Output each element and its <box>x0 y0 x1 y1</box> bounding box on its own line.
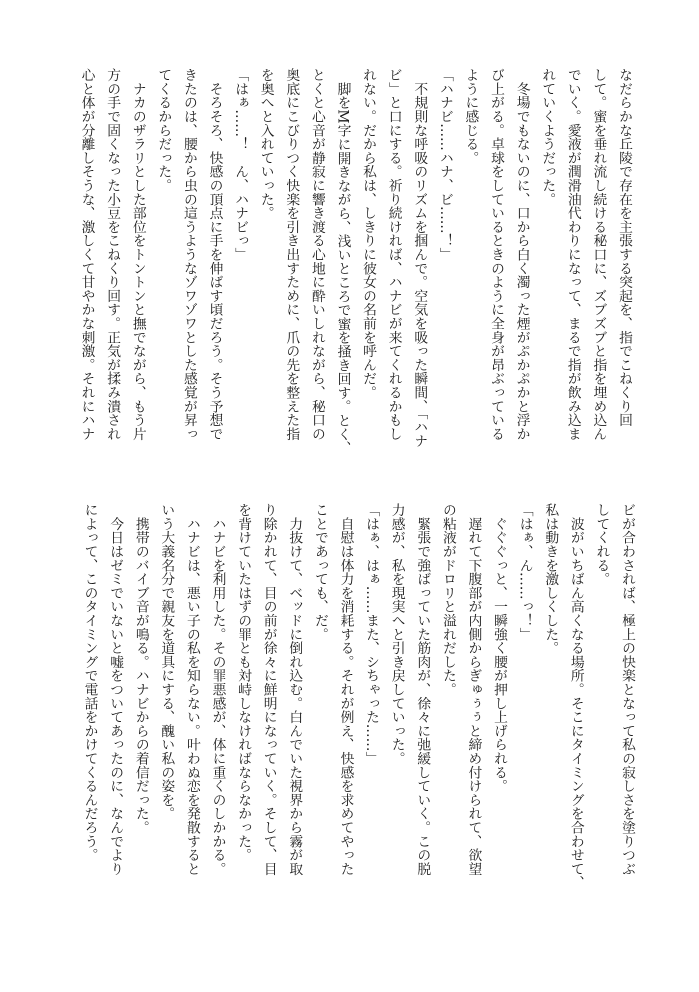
text-line: 冬場でもないのに、口から白く濁った煙がぷかぷかと浮か <box>513 68 530 441</box>
text-line: 力感が、私を現実へと引き戻していった。 <box>388 503 405 766</box>
text-line: 方の手で固くなった小豆をこねくり回す。正気が揉み潰され <box>104 68 121 441</box>
text-line: ハナビを利用した。その罪悪感が、体に重くのしかかる。 <box>209 503 226 876</box>
text-line: び上がる。卓球をしているときのように全身が昂ぶっている <box>488 68 505 441</box>
text-line: 力抜けて、ベッドに倒れ込む。白んでいた視界から霧が取 <box>286 503 303 876</box>
text-line: 「ハナビ……ハナ、ビ……！」 <box>436 68 453 262</box>
text-line: 私は動きを激しくした。 <box>542 503 559 655</box>
text-line: でいく。愛液が潤滑油代わりになって、まるで指が飲み込ま <box>564 68 581 441</box>
text-line: 「はぁ、はぁ……また、シちゃった……」 <box>363 503 380 766</box>
text-line: によって、このタイミングで電話をかけてくるんだろう。 <box>81 503 98 862</box>
text-block-upper <box>72 68 636 455</box>
text-line: して。蜜を垂れ流し続ける秘口に、ズブズブと指を埋め込ん <box>590 68 607 441</box>
text-line: とくと心音が静寂に響き渡る心地に酔いしれながら、秘口の <box>308 68 325 441</box>
text-line: り除かれて、目の前が徐々に鮮明になっていく。そして、目 <box>260 503 277 876</box>
text-line: 不規則な呼吸のリズムを掴んで。空気を吸った瞬間、「ハナ <box>411 68 428 448</box>
text-line: れていくようだった。 <box>539 68 556 206</box>
text-line: そろそろ、快感の頂点に手を伸ばす頃だろう。そう予想で <box>206 68 223 441</box>
text-line: いう大義名分で親友を道具にする、醜い私の姿を。 <box>158 503 175 821</box>
text-line: ビ」と口にする。祈り続ければ、ハナビが来てくれるかもし <box>385 68 402 441</box>
text-line: ように感じる。 <box>462 68 479 165</box>
text-line: を奥へと入れていった。 <box>257 68 274 220</box>
text-line: きたのは、腰から虫の這うようなゾワゾワとした感覚が昇っ <box>180 68 197 441</box>
text-line: 奥底にこびりつく快楽を引き出すために、爪の先を整えた指 <box>283 68 300 441</box>
text-block-lower <box>75 503 639 890</box>
text-line: してくれる。 <box>593 503 610 586</box>
text-line: の粘液がドロリと溢れだした。 <box>439 503 456 697</box>
text-line: 心と体が分離しそうな、激しくて甘やかな刺激。それにハナ <box>78 68 95 441</box>
text-line: 「はぁ、ん……っ！」 <box>516 503 533 641</box>
text-line: 波がいちばん高くなる場所。そこにタイミングを合わせて、 <box>567 503 584 890</box>
text-line: 緊張で強ばっていた筋肉が、徐々に弛緩していく。この脱 <box>414 503 431 876</box>
text-line: ぐぐぐっと、一瞬強く腰が押し上げられる。 <box>491 503 508 793</box>
text-line: 遅れて下腹部が内側からぎゅぅぅと締め付けられて、欲望 <box>465 503 482 876</box>
text-line: 自慰は体力を消耗する。それが例え、快感を求めてやった <box>337 503 354 876</box>
text-line: なだらかな丘陵で存在を主張する突起を、指でこねくり回 <box>616 68 632 427</box>
text-line: ナカのザラリとした部位をトントンと撫でながら、もう片 <box>129 68 146 441</box>
text-line: れない。だから私は、しきりに彼女の名前を呼んだ。 <box>360 68 377 400</box>
text-line: を背けていたはずの罪とも対峙しなければならなかった。 <box>235 503 252 862</box>
text-line: 携帯のバイブ音が鳴る。ハナビからの着信だった。 <box>132 503 149 835</box>
text-line: ビが合わされば、極上の快楽となって私の寂しさを塗りつぶ <box>619 503 635 876</box>
text-line: ハナビは、悪い子の私を知らない。叶わぬ恋を発散すると <box>183 503 200 876</box>
text-line: 今日はゼミでいないと嘘をついてあったのに、なんでより <box>107 503 124 876</box>
text-line: 脚をM字に開きながら、浅いところで蜜を掻き回す。とく、 <box>334 68 351 455</box>
text-line: 「はぁ……！ ん、ハナビっ」 <box>232 68 249 262</box>
text-line: てくるからだった。 <box>155 68 172 193</box>
text-line: ことであっても、だ。 <box>311 503 328 641</box>
